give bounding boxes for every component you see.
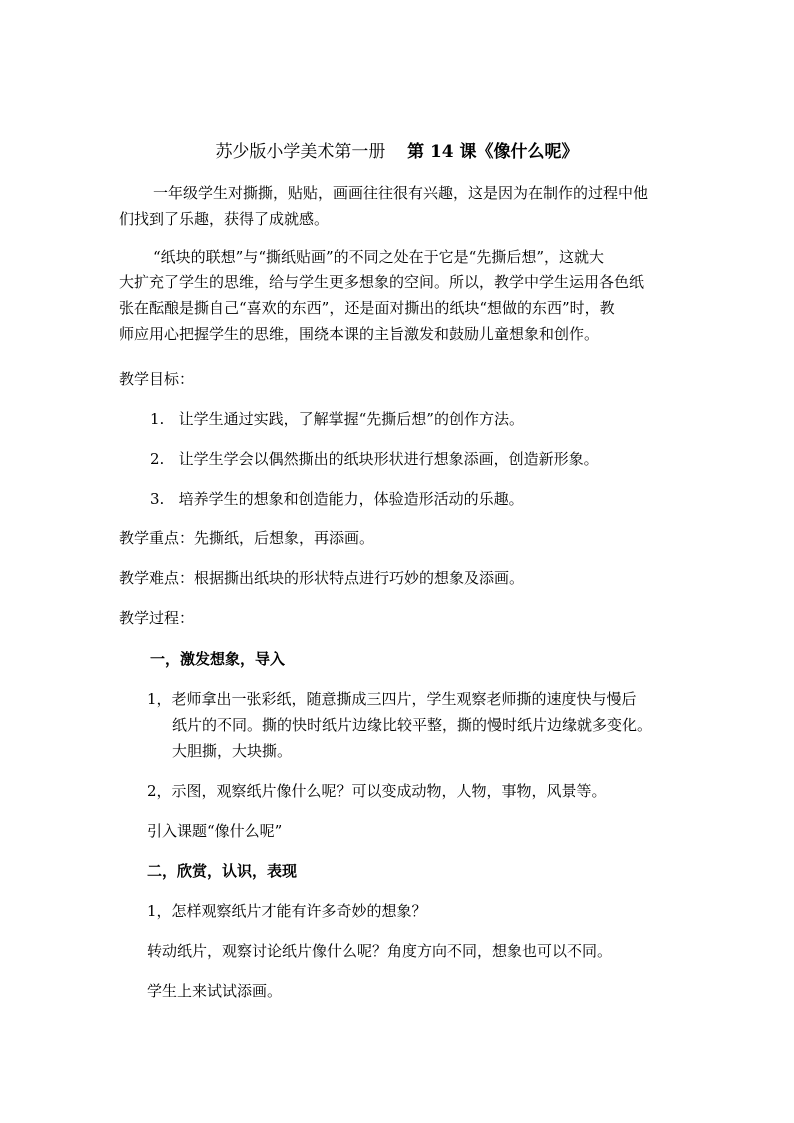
section1-item2: 2，示图，观察纸片像什么呢？可以变成动物，人物，事物，风景等。 — [147, 782, 607, 800]
para2-line-2: 大扩充了学生的思维，给与学生更多想象的空间。所以，教学中学生运用各色纸 — [119, 273, 645, 291]
goal-item-1 — [150, 409, 524, 429]
goal-text: 培养学生的想象和创造能力，体验造形活动的乐趣。 — [178, 490, 524, 508]
section1-item1-line-1: 1，老师拿出一张彩纸，随意撕成三四片，学生观察老师撕的速度快与慢后 — [147, 690, 637, 708]
section1-heading: 一，激发想象，导入 — [150, 650, 286, 668]
goal-number: 2. — [150, 450, 165, 468]
para2-line-3: 张在酝酿是撕自己“喜欢的东西”，还是面对撕出的纸块“想做的东西”时，教 — [119, 299, 615, 317]
goal-number: 1. — [150, 410, 165, 428]
section1-intro-topic: 引入课题“像什么呢” — [147, 822, 283, 840]
goal-item-3 — [150, 489, 524, 509]
goal-text: 让学生通过实践，了解掌握“先撕后想”的创作方法。 — [178, 410, 524, 428]
difficulty: 教学难点：根据撕出纸块的形状特点进行巧妙的想象及添画。 — [119, 569, 525, 587]
page-title — [0, 141, 794, 163]
para2-line-4: 师应用心把握学生的思维，围绕本课的主旨激发和鼓励儿童想象和创作。 — [119, 325, 600, 343]
section1-item1-line-2: 纸片的不同。撕的快时纸片边缘比较平整，撕的慢时纸片边缘就多变化。 — [172, 716, 653, 734]
process-heading: 教学过程： — [119, 609, 195, 627]
para2-line-1: “纸块的联想”与“撕纸贴画”的不同之处在于它是“先撕后想”，这就大 — [153, 248, 605, 266]
goal-item-2 — [150, 449, 599, 469]
section1-item1-line-3: 大胆撕，大块撕。 — [172, 742, 293, 760]
section2-line-2: 转动纸片，观察讨论纸片像什么呢？角度方向不同，想象也可以不同。 — [147, 942, 613, 960]
goals-heading: 教学目标： — [119, 370, 195, 388]
section2-heading: 二，欣赏，认识，表现 — [147, 862, 298, 880]
intro-line-2: 们找到了乐趣，获得了成就感。 — [119, 210, 330, 228]
goal-text: 让学生学会以偶然撕出的纸块形状进行想象添画，创造新形象。 — [178, 450, 599, 468]
key-point: 教学重点：先撕纸，后想象，再添画。 — [119, 529, 375, 547]
section2-line-3: 学生上来试试添画。 — [147, 982, 283, 1000]
intro-line-1: 一年级学生对撕撕，贴贴，画画往往很有兴趣，这是因为在制作的过程中他 — [153, 184, 649, 202]
section2-item1: 1，怎样观察纸片才能有许多奇妙的想象？ — [147, 902, 427, 920]
title-right: 第 14 课《像什么呢》 — [407, 142, 579, 162]
goal-number: 3. — [150, 490, 165, 508]
title-left: 苏少版小学美术第一册 — [215, 142, 386, 162]
